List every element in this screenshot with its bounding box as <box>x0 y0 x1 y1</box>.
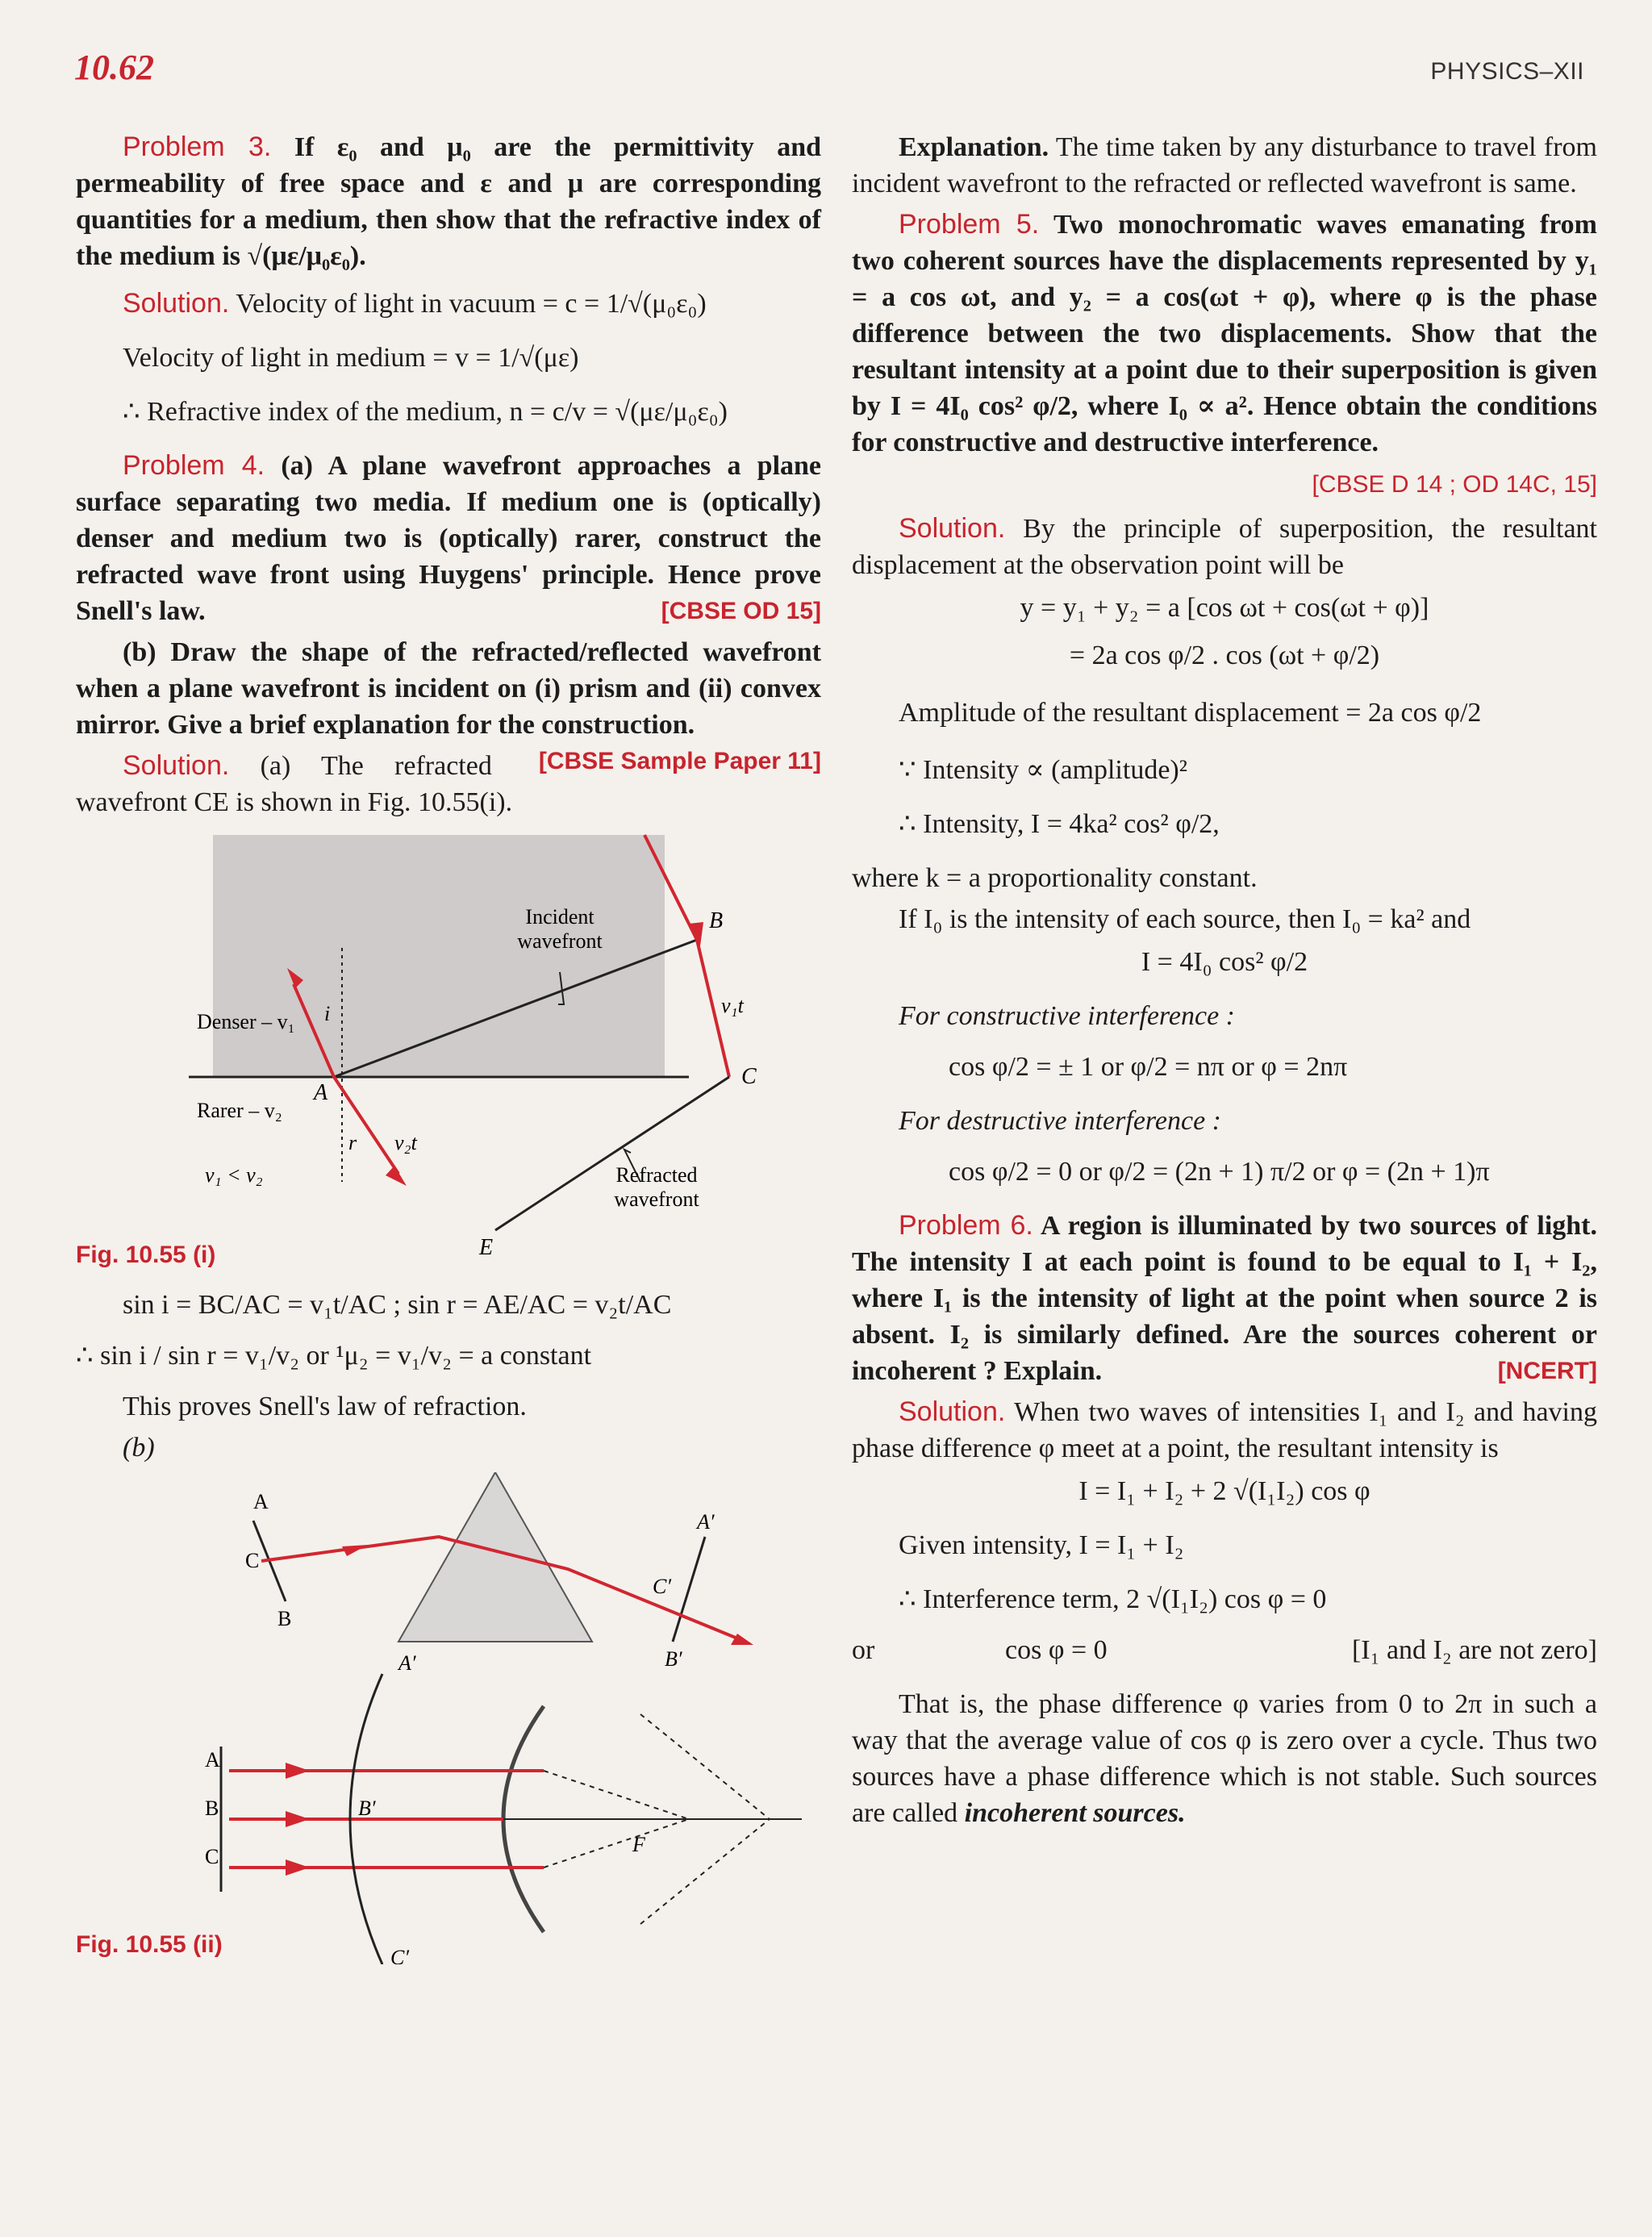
solution-4-text: (a) The refracted wavefront CE is shown in Fig. 10.55(i). <box>76 751 513 817</box>
destructive-heading: For destructive interference : <box>899 1106 1221 1136</box>
problem-4b-text: (b) Draw the shape of the refracted/reflected wavefront when a plane wavefront is incident on (i) prism and (ii) convex mirror. Give a brief explanation for the construction. <box>76 637 821 740</box>
solution-6-label: Solution. <box>899 1396 1006 1427</box>
prism-a1-label: A′ <box>697 1510 715 1534</box>
point-e-label: E <box>479 1235 494 1260</box>
figure-ii-caption: Fig. 10.55 (ii) <box>76 1931 223 1958</box>
prism-c1-label: C′ <box>653 1575 672 1598</box>
solution-6 <box>852 1394 1597 1467</box>
incoherent-sources-term: incoherent sources. <box>964 1798 1186 1828</box>
problem-5-reference: [CBSE D 14 ; OD 14C, 15] <box>1312 471 1597 498</box>
virtual-ray-c <box>544 1819 689 1868</box>
divergence-line-1 <box>640 1714 770 1819</box>
equation-superposition-2: = 2a cos φ/2 . cos (ωt + φ/2) <box>1069 641 1380 670</box>
destructive-condition: cos φ/2 = 0 or φ/2 = (2n + 1) π/2 or φ = (2n + 1)π <box>949 1157 1490 1187</box>
mirror-c1-label: C′ <box>390 1946 410 1964</box>
incident-wavefront-label: wavefront <box>517 929 603 953</box>
prism-a-label: A <box>253 1490 269 1513</box>
rarer-label: Rarer – v₂ <box>197 1099 282 1122</box>
problem-4a-text: (a) A plane wavefront approaches a plane surface separating two media. If medium one is (optically) denser and medium two is (optically) rarer, construct the refracted wave front using Huygens' principle. Hence prove Snell's law. <box>76 451 822 626</box>
solution-3-label: Solution. <box>123 288 230 319</box>
figure-10-55-ii <box>76 1472 821 1964</box>
problem-6-text: A region is illuminated by two sources of light. The intensity I at each point is found to be equal to I₁ + I₂, where I₁ is the intensity of light at the point when source 2 is absent. I₂ is similarly defined. Are the sources coherent or incoherent ? Explain. <box>852 1211 1597 1386</box>
figure-i-caption: Fig. 10.55 (i) <box>76 1242 216 1268</box>
arrowhead-icon <box>731 1634 753 1645</box>
angle-r-label: r <box>348 1131 357 1154</box>
explanation-label: Explanation. <box>899 132 1049 162</box>
arrowhead-icon <box>286 1763 310 1779</box>
solution-5-label: Solution. <box>899 513 1006 544</box>
denser-medium-region <box>213 835 665 1077</box>
solution-3-line-2: Velocity of light in medium = v = 1/√(με) <box>123 343 579 373</box>
proportionality-constant: where k = a proportionality constant. <box>852 863 1258 893</box>
conclusion-text: That is, the phase difference φ varies from 0 to 2π in such a way that the average value of cos φ is zero over a cycle. Thus two sources have a phase difference which is not stable. Such sources are called <box>852 1689 1597 1828</box>
amplitude-statement: Amplitude of the resultant displacement = 2a cos φ/2 <box>899 698 1482 728</box>
arrowhead-icon <box>386 1166 407 1186</box>
snell-conclusion: This proves Snell's law of refraction. <box>123 1392 527 1421</box>
point-b-label: B <box>709 908 724 933</box>
intensity-equation: ∴ Intensity, I = 4ka² cos² φ/2, <box>899 809 1220 839</box>
cos-zero-line <box>852 1632 1597 1668</box>
conclusion <box>852 1686 1597 1831</box>
mirror-a-label: A <box>205 1748 220 1772</box>
solution-3-line-1: Velocity of light in vacuum = c = 1/√(μ₀ε₀) <box>236 289 707 319</box>
v2t-label: v₂t <box>394 1131 417 1154</box>
interference-term: ∴ Interference term, 2 √(I₁I₂) cos φ = 0 <box>899 1584 1327 1614</box>
arrowhead-icon <box>286 1811 310 1827</box>
problem-5-reference-line <box>852 465 1597 503</box>
given-intensity: Given intensity, I = I₁ + I₂ <box>899 1530 1184 1560</box>
resultant-intensity-equation: I = I₁ + I₂ + 2 √(I₁I₂) cos φ <box>1078 1476 1370 1506</box>
solution-5-text: By the principle of superposition, the resultant displacement at the observation point will be <box>852 514 1597 580</box>
point-a-label: A <box>314 1080 328 1105</box>
left-column <box>76 129 821 1971</box>
prism <box>398 1472 592 1642</box>
right-column <box>852 129 1597 1836</box>
problem-6-label: Problem 6. <box>899 1210 1033 1241</box>
mirror-b-label: B <box>205 1797 219 1820</box>
prism-c-label: C <box>245 1549 260 1572</box>
refracted-ray-ae <box>334 1077 398 1174</box>
point-c-label: C <box>741 1064 757 1089</box>
denser-label: Denser – v₁ <box>197 1010 295 1033</box>
page-number: 10.62 <box>74 48 154 87</box>
sine-relation-1: sin i = BC/AC = v₁t/AC ; sin r = AE/AC = v₂t/AC <box>123 1290 672 1320</box>
incident-label: Incident <box>525 905 594 929</box>
constructive-heading: For constructive interference : <box>899 1001 1235 1031</box>
refracted-label: Refracted <box>615 1163 698 1187</box>
problem-4b-reference: [CBSE Sample Paper 11] <box>538 748 821 774</box>
problem-4a <box>76 448 821 629</box>
mirror-a1-label: A′ <box>398 1651 416 1675</box>
problem-4a-reference: [CBSE OD 15] <box>661 598 821 624</box>
constructive-condition: cos φ/2 = ± 1 or φ/2 = nπ or φ = 2nπ <box>949 1052 1348 1082</box>
problem-5-label: Problem 5. <box>899 209 1040 240</box>
mirror-c-label: C <box>205 1845 219 1868</box>
divergence-line-2 <box>640 1819 770 1924</box>
angle-i-label: i <box>324 1002 331 1025</box>
intensity-result: I = 4I₀ cos² φ/2 <box>1141 947 1308 977</box>
problem-5 <box>852 207 1597 461</box>
cos-zero: cos φ = 0 <box>1005 1635 1108 1665</box>
sine-relation-2: ∴ sin i / sin r = v₁/v₂ or ¹μ₂ = v₁/v₂ = a constant <box>76 1341 592 1371</box>
solution-3 <box>76 286 821 322</box>
virtual-ray-a <box>544 1771 689 1819</box>
problem-4-label: Problem 4. <box>123 450 265 481</box>
explanation <box>852 129 1597 202</box>
solution-3-line-3: ∴ Refractive index of the medium, n = c/v = √(με/μ₀ε₀) <box>123 397 728 427</box>
not-zero-note: [I₁ and I₂ are not zero] <box>1351 1635 1597 1665</box>
or-word: or <box>852 1635 875 1665</box>
problem-3-text: If ε₀ and μ₀ are the permittivity and permeability of free space and ε and μ are corresponding quantities for a medium, then show that the refractive index of the medium is √(με/μ₀ε₀). <box>76 132 822 271</box>
problem-6-reference: [NCERT] <box>1497 1358 1597 1384</box>
solution-6-text: When two waves of intensities I₁ and I₂ and having phase difference φ meet at a point, the resultant intensity is <box>852 1397 1597 1463</box>
problem-6 <box>852 1208 1597 1389</box>
arrowhead-icon <box>342 1545 368 1556</box>
solution-4-label: Solution. <box>123 750 230 781</box>
source-intensity: If I₀ is the intensity of each source, then I₀ = ka² and <box>899 904 1471 934</box>
part-b-label: (b) <box>123 1433 155 1463</box>
intensity-proportional: ∵ Intensity ∝ (amplitude)² <box>899 755 1187 785</box>
mirror-b1-label: B′ <box>358 1797 376 1820</box>
focus-f-label: F <box>632 1833 645 1856</box>
prism-b-label: B <box>277 1607 292 1630</box>
equation-superposition: y = y₁ + y₂ = a [cos ωt + cos(ωt + φ)] <box>1020 593 1429 623</box>
problem-3-label: Problem 3. <box>123 131 272 162</box>
explanation-text: The time taken by any disturbance to travel from incident wavefront to the refracted or reflected wavefront is same. <box>852 132 1597 198</box>
emergent-wavefront-a1b1c1 <box>673 1537 705 1642</box>
velocity-comparison-label: v₁ < v₂ <box>205 1163 263 1187</box>
refracted-wavefront-label: wavefront <box>614 1187 699 1211</box>
arrowhead-icon <box>286 1859 310 1876</box>
problem-5-text: Two monochromatic waves emanating from two coherent sources have the displacements represented by y₁ = a cos ωt, and y₂ = a cos(ωt + φ), where φ is the phase difference between the two displacements. Show that the resultant intensity at a point due to their superposition is given by I = 4I₀ cos² φ/2, where I₀ ∝ a². Hence obtain the conditions for constructive and destructive interference. <box>852 210 1598 457</box>
v1t-label: v₁t <box>721 994 744 1017</box>
solution-5 <box>852 511 1597 583</box>
figure-10-55-i <box>76 827 821 1279</box>
running-head: PHYSICS–XII <box>1430 58 1584 85</box>
prism-b1-label: B′ <box>665 1647 682 1671</box>
problem-3 <box>76 129 821 274</box>
